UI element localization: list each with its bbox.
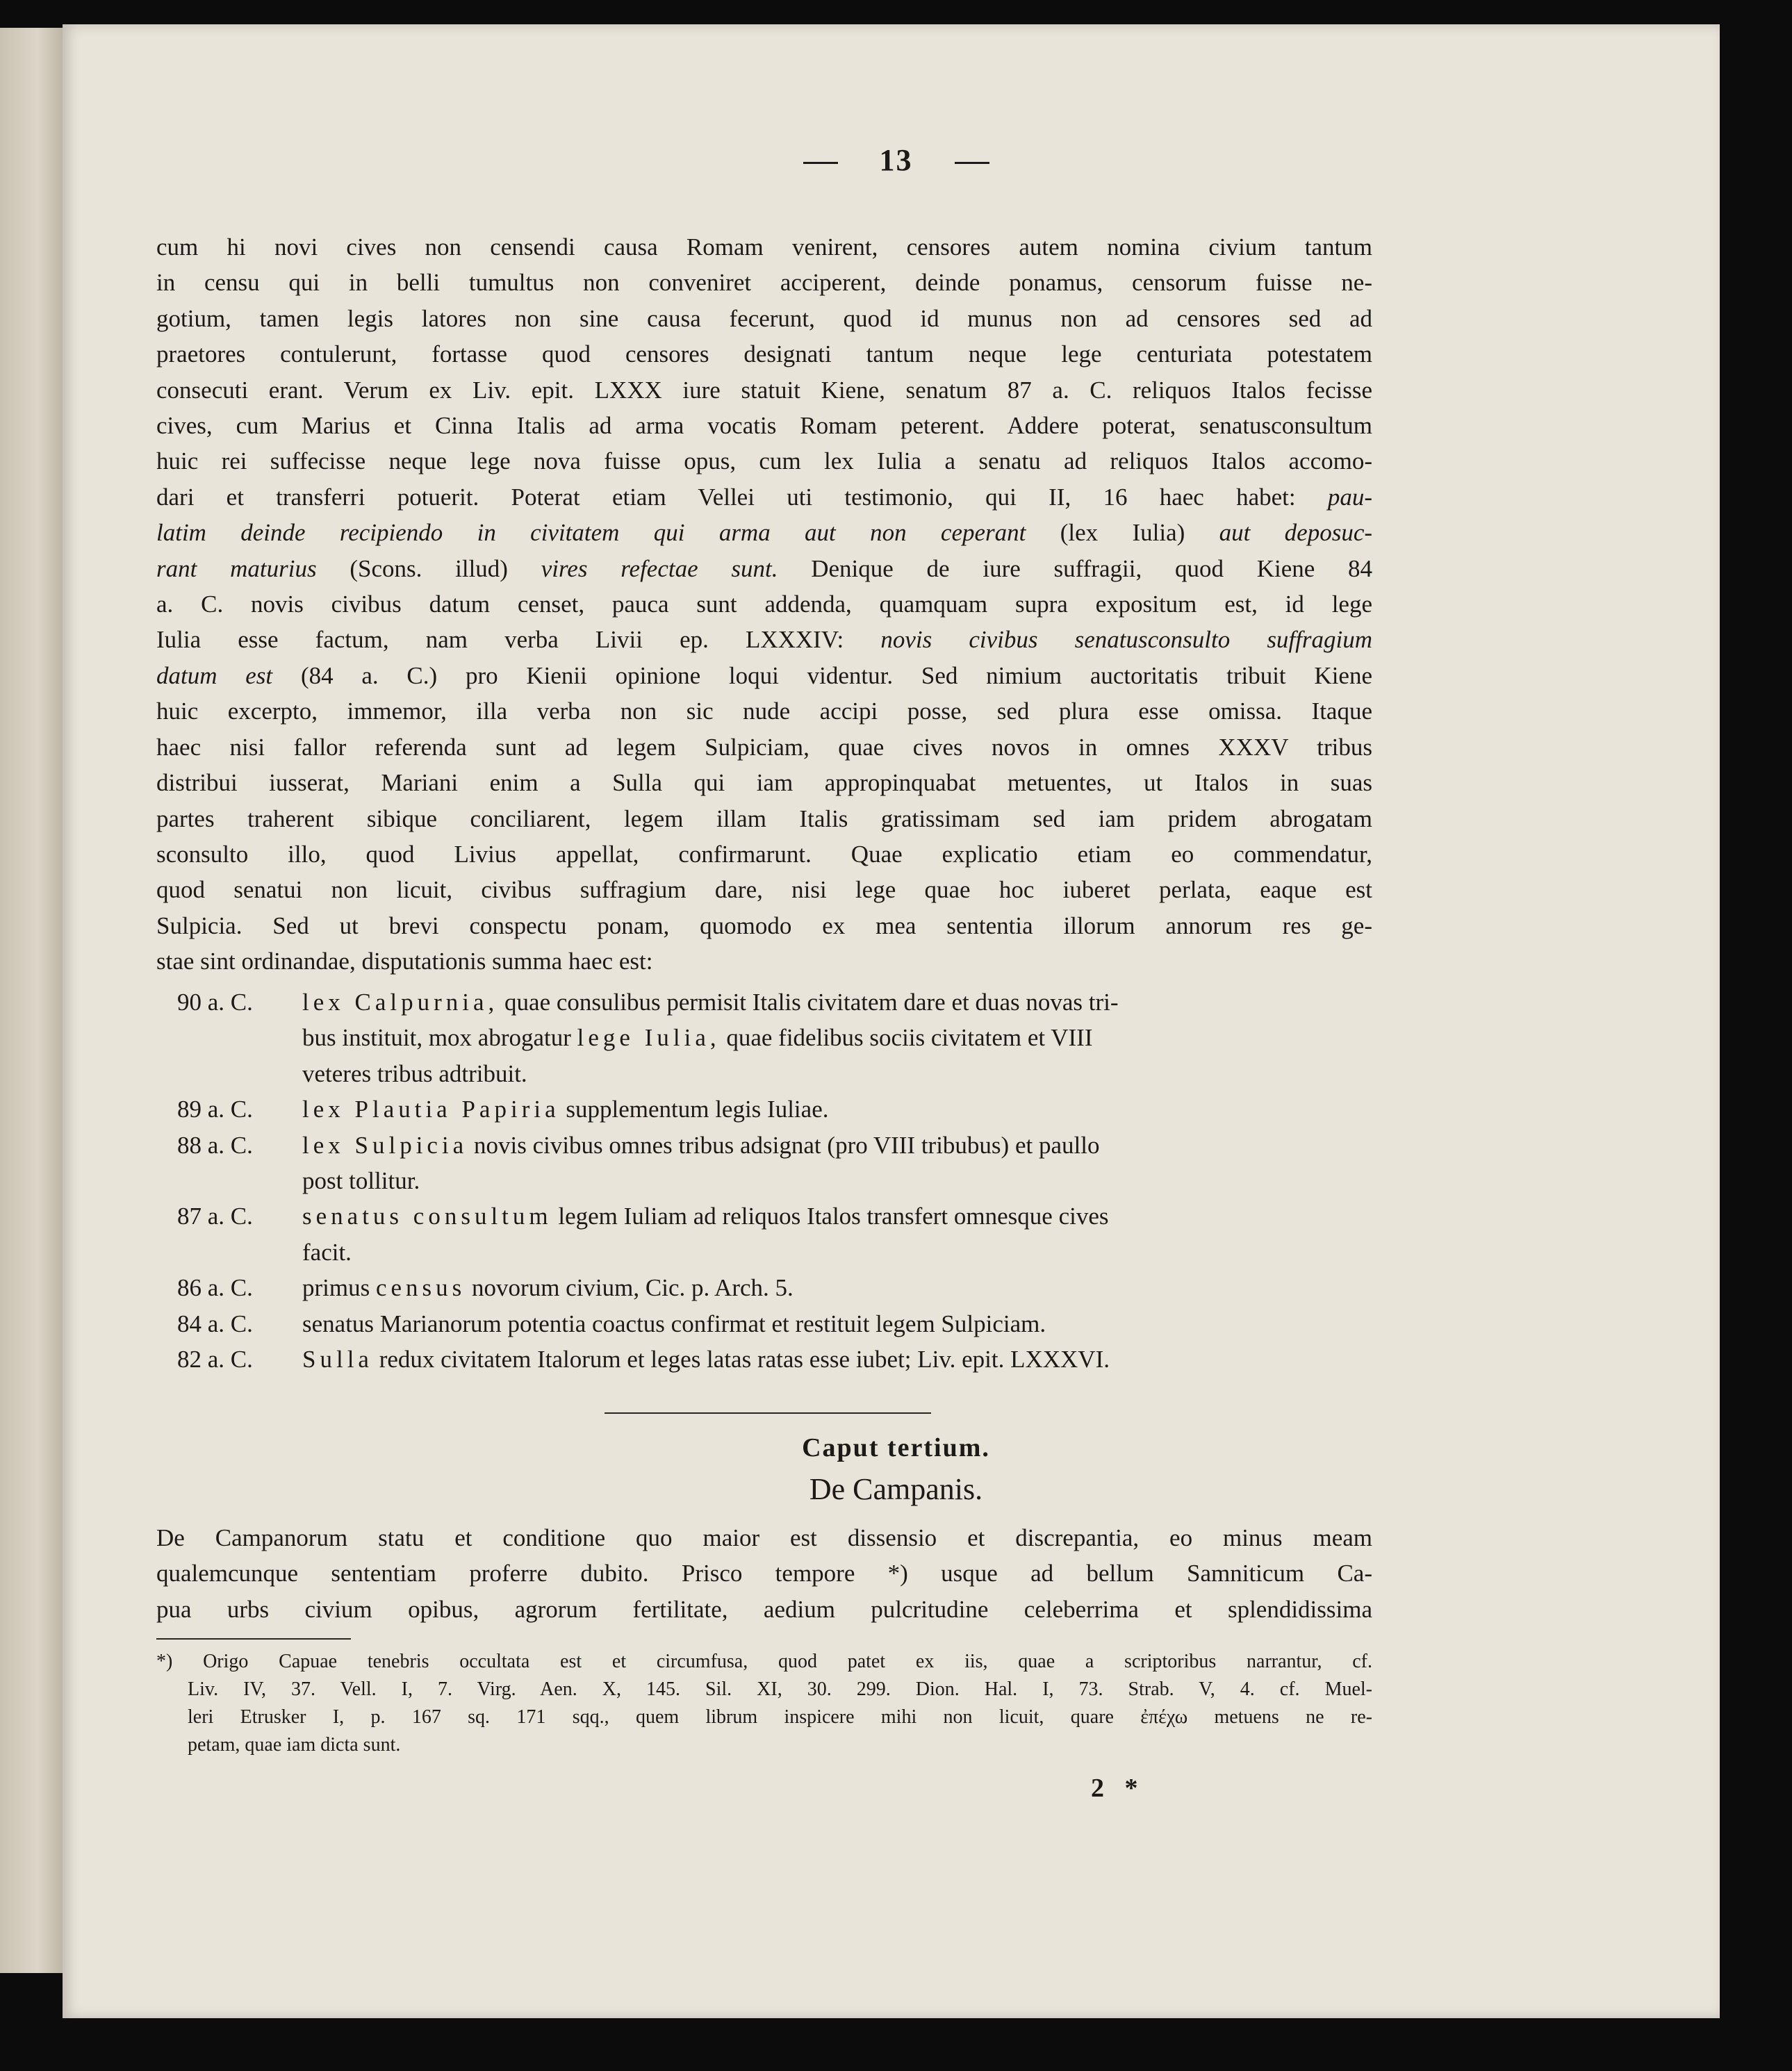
- entry-rest: novorum civium, Cic. p. Arch. 5.: [472, 1274, 794, 1302]
- entry-text: [302, 1306, 1372, 1342]
- paragraph-1: [156, 229, 1372, 980]
- footnote-line: Liv. IV, 37. Vell. I, 7. Virg. Aen. X, 145. Sil. XI, 30. 299. Dion. Hal. I, 73. Strab. V, 4. cf. Muel-: [188, 1678, 1372, 1700]
- chronology-entry: [156, 1198, 1372, 1270]
- italic-span: datum est: [156, 661, 273, 689]
- text-line: stae sint ordinandae, disputationis summa haec est:: [156, 948, 653, 975]
- paragraph-2: [156, 1520, 1372, 1627]
- text-line: praetores contulerunt, fortasse quod censores designati tantum neque lege centuriata potestatem: [156, 340, 1372, 368]
- footnote-line: petam, quae iam dicta sunt.: [188, 1734, 401, 1756]
- spaced-term: lex Sulpicia: [302, 1131, 468, 1159]
- text-line: huic rei suffecisse neque lege nova fuisse opus, cum lex Iulia a senatu ad reliquos Italos accomo-: [156, 447, 1372, 475]
- entry-rest: supplementum legis Iuliae.: [566, 1096, 829, 1123]
- entry-text: [302, 1198, 1372, 1270]
- text-span: Denique de iure suffragii, quod Kiene 84: [811, 554, 1373, 582]
- italic-span: vires refectae sunt.: [541, 554, 778, 582]
- signature-mark: 2 *: [1091, 1774, 1145, 1803]
- entry-text: [302, 1342, 1372, 1377]
- text-line: [156, 515, 1372, 550]
- head-dash-left: [803, 162, 838, 164]
- chronology-list: [156, 984, 1372, 1377]
- footnote-line: *) Origo Capuae tenebris occultata est et circumfusa, quod patet ex iis, quae a scriptoribus narrantur, cf.: [156, 1651, 1372, 1672]
- text-line: [156, 622, 1372, 657]
- entry-year: 82 a. C.: [177, 1346, 253, 1373]
- entry-rest: legem Iuliam ad reliquos Italos transfert omnesque cives: [558, 1203, 1109, 1230]
- text-line: haec nisi fallor referenda sunt ad legem Sulpiciam, quae cives novos in omnes XXXV tribus: [156, 733, 1372, 761]
- text-line: gotium, tamen legis latores non sine causa fecerunt, quod id munus non ad censores sed ad: [156, 304, 1372, 332]
- page-number: 13: [879, 143, 913, 177]
- entry-year: 87 a. C.: [177, 1203, 253, 1230]
- text-line: partes traherent sibique conciliarent, legem illam Italis gratissimam sed iam pridem abrogatam: [156, 805, 1372, 832]
- entry-text: [302, 984, 1372, 1091]
- spaced-term: lege Iulia,: [577, 1024, 721, 1052]
- running-head: [0, 142, 1792, 178]
- text-line: huic excerpto, immemor, illa verba non sic nude accipi posse, sed plura esse omissa. Itaque: [156, 698, 1372, 725]
- entry-rest: veteres tribus adtribuit.: [302, 1059, 527, 1087]
- text-line: Sulpicia. Sed ut brevi conspectu ponam, quomodo ex mea sententia illorum annorum res ge-: [156, 911, 1372, 939]
- entry-text: [302, 1270, 1372, 1305]
- chapter-heading: Caput tertium.: [802, 1433, 990, 1462]
- chronology-entry: [156, 1270, 1372, 1305]
- text-line: consecuti erant. Verum ex Liv. epit. LXXX iure statuit Kiene, senatum 87 a. C. reliquos Italos fecisse: [156, 376, 1372, 404]
- italic-span: pau-: [1327, 483, 1373, 511]
- text-span: Iulia esse factum, nam verba Livii ep. LXXXIV:: [156, 626, 844, 654]
- text-span: (Scons. illud): [350, 554, 508, 582]
- italic-span: aut deposuc-: [1219, 519, 1373, 547]
- chronology-entry: [156, 984, 1372, 1091]
- text-line: cives, cum Marius et Cinna Italis ad arma vocatis Romam peterent. Addere poterat, senatusconsultum: [156, 412, 1372, 440]
- entry-rest: bus instituit, mox abrogatur: [302, 1024, 571, 1052]
- text-line: quod senatui non licuit, civibus suffragium dare, nisi lege quae hoc iuberet perlata, eaque est: [156, 876, 1372, 904]
- text-line: pua urbs civium opibus, agrorum fertilitate, aedium pulcritudine celeberrima et splendidissima: [156, 1595, 1372, 1623]
- text-line: De Campanorum statu et conditione quo maior est dissensio et discrepantia, eo minus meam: [156, 1524, 1372, 1551]
- chronology-entry: [156, 1342, 1372, 1377]
- chronology-entry: [156, 1306, 1372, 1342]
- text-span: (lex Iulia): [1060, 519, 1185, 547]
- entry-rest: primus: [302, 1274, 370, 1302]
- italic-span: novis civibus senatusconsulto suffragium: [880, 626, 1373, 654]
- entry-rest: novis civibus omnes tribus adsignat (pro VIII tribubus) et paullo: [473, 1131, 1100, 1159]
- text-span: dari et transferri potuerit. Poterat etiam Vellei uti testimonio, qui II, 16 haec habet:: [156, 483, 1296, 511]
- text-line: sconsulto illo, quod Livius appellat, confirmarunt. Quae explicatio etiam eo commendatur,: [156, 840, 1372, 868]
- text-line: [156, 479, 1372, 515]
- entry-rest: quae consulibus permisit Italis civitatem dare et duas novas tri-: [504, 989, 1119, 1016]
- book-spine: [0, 28, 63, 1973]
- spaced-term: lex Plautia Papiria: [302, 1096, 560, 1123]
- text-line: distribui iusserat, Mariani enim a Sulla qui iam appropinquabat metuentes, ut Italos in suas: [156, 769, 1372, 797]
- chronology-entry: [156, 1128, 1372, 1199]
- text-line: [156, 658, 1372, 693]
- spaced-term: census: [375, 1274, 466, 1302]
- text-line: qualemcunque sententiam proferre dubito. Prisco tempore *) usque ad bellum Samniticum Ca-: [156, 1560, 1372, 1587]
- entry-year: 90 a. C.: [177, 989, 253, 1016]
- entry-rest: quae fidelibus sociis civitatem et VIII: [726, 1024, 1093, 1052]
- italic-span: rant maturius: [156, 554, 317, 582]
- entry-year: 84 a. C.: [177, 1310, 253, 1337]
- spaced-term: lex Calpurnia,: [302, 989, 499, 1016]
- chronology-entry: [156, 1091, 1372, 1127]
- section-divider: [605, 1412, 931, 1414]
- spaced-term: Sulla: [302, 1346, 373, 1373]
- head-dash-right: [955, 162, 989, 164]
- footnote-line: leri Etrusker I, p. 167 sq. 171 sqq., quem librum inspicere mihi non licuit, quare ἐπέχω metuens ne re-: [188, 1706, 1372, 1728]
- entry-rest: facit.: [302, 1238, 352, 1266]
- entry-year: 89 a. C.: [177, 1096, 253, 1123]
- chapter-title: De Campanis.: [809, 1472, 983, 1506]
- entry-text: [302, 1128, 1372, 1199]
- entry-text: [302, 1091, 1372, 1127]
- spaced-term: senatus consultum: [302, 1203, 552, 1230]
- entry-year: 86 a. C.: [177, 1274, 253, 1302]
- entry-rest: post tollitur.: [302, 1167, 420, 1195]
- text-span: (84 a. C.) pro Kienii opinione loqui videntur. Sed nimium auctoritatis tribuit Kiene: [300, 661, 1372, 689]
- text-line: a. C. novis civibus datum censet, pauca sunt addenda, quamquam supra expositum est, id lege: [156, 591, 1372, 618]
- italic-span: latim deinde recipiendo in civitatem qui arma aut non ceperant: [156, 519, 1026, 547]
- entry-rest: redux civitatem Italorum et leges latas ratas esse iubet; Liv. epit. LXXXVI.: [379, 1346, 1110, 1373]
- entry-year: 88 a. C.: [177, 1131, 253, 1159]
- entry-rest: senatus Marianorum potentia coactus confirmat et restituit legem Sulpiciam.: [302, 1310, 1046, 1337]
- footnote-rule: [156, 1638, 351, 1640]
- text-line: [156, 551, 1372, 586]
- text-line: cum hi novi cives non censendi causa Romam venirent, censores autem nomina civium tantum: [156, 233, 1372, 261]
- text-line: in censu qui in belli tumultus non conveniret acciperent, deinde ponamus, censorum fuisse ne-: [156, 269, 1372, 297]
- footnote: [156, 1648, 1372, 1759]
